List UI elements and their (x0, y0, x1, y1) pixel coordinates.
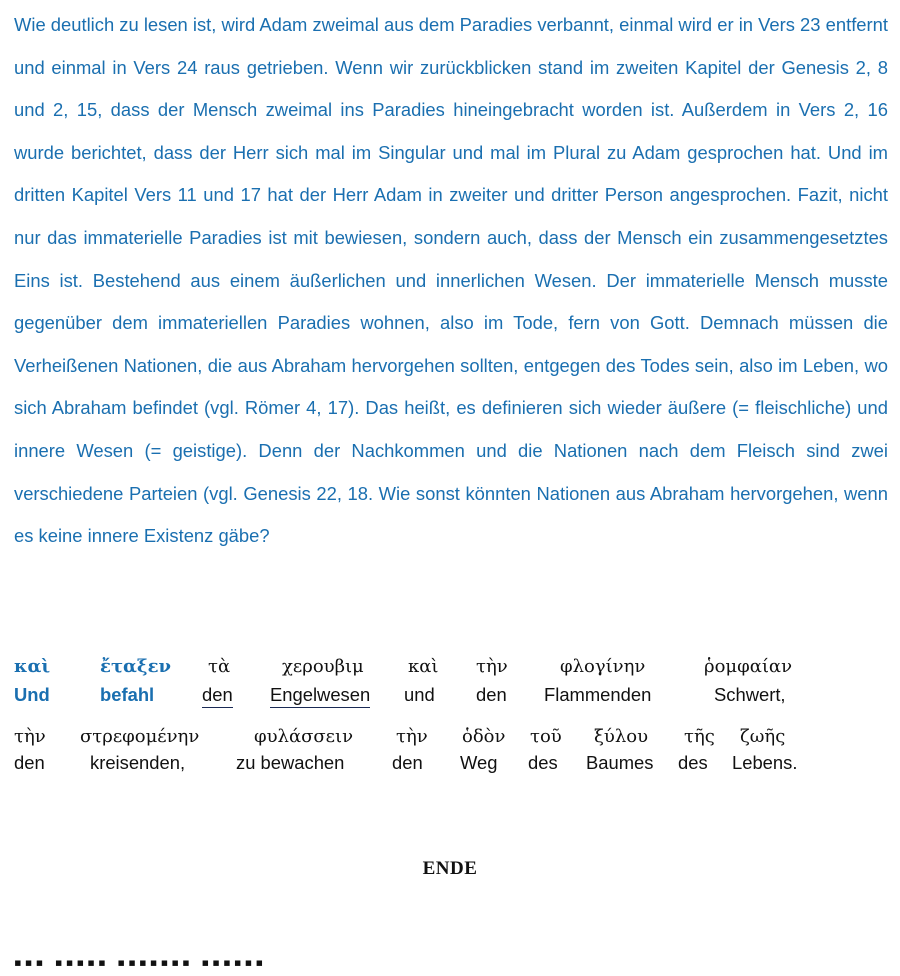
german-word: befahl (100, 684, 155, 705)
german-word: Lebens. (732, 752, 798, 773)
greek-word: τὴν (476, 656, 508, 677)
greek-word: καὶ (14, 656, 51, 677)
german-word: den (476, 684, 507, 705)
interlinear-row-1-german (14, 684, 890, 708)
german-word: den (14, 752, 45, 773)
german-word: zu bewachen (236, 752, 345, 773)
greek-word: τὴν (396, 726, 428, 747)
german-word: kreisenden, (90, 752, 186, 773)
interlinear-row-2-greek (14, 726, 890, 750)
interlinear-row-2-german (14, 752, 890, 776)
german-word: Weg (460, 752, 498, 773)
greek-word: τῆς (684, 726, 715, 747)
end-heading: ENDE (422, 858, 478, 879)
greek-word: φλογίνην (560, 656, 646, 677)
german-word: Flammenden (544, 684, 652, 705)
body-paragraph: Wie deutlich zu lesen ist, wird Adam zweimal aus dem Paradies verbannt, einmal wird er in Vers 23 entfernt und einmal in Vers 24 raus getrieben. Wenn wir zurückblicken stand im zweiten Kapitel der Genesis 2, 8 und 2, 15, dass der Mensch zweimal ins Paradies hineingebracht worden ist. Außerdem in Vers 2, 16 wurde berichtet, dass der Herr sich mal im Singular und mal im Plural zu Adam gesprochen hat. Und im dritten Kapitel Vers 11 und 17 hat der Herr Adam in zweiter und dritter Person angesprochen. Fazit, nicht nur das immaterielle Paradies ist mit bewiesen, sondern auch, dass der Mensch ein zusammengesetztes Eins ist. Bestehend aus einem äußerlichen und innerlichen Wesen. Der immaterielle Mensch musste gegenüber dem immateriellen Paradies wohnen, also im Tode, fern von Gott. Demnach müssen die Verheißenen Nationen, die aus Abraham hervorgehen sollten, entgegen des Todes sein, also im Leben, wo sich Abraham befindet (vgl. Römer 4, 17). Das heißt, es definieren sich wieder äußere (= fleischliche) und innere Wesen (= geistige). Denn der Nachkommen und die Nationen nach dem Fleisch sind zwei verschiedene Parteien (vgl. Genesis 22, 18. Wie sonst könnten Nationen aus Abraham hervorgehen, wenn es keine innere Existenz gäbe? (14, 14, 888, 547)
german-word: Schwert, (714, 684, 786, 705)
interlinear-row-1-greek (14, 656, 890, 680)
german-word: den (392, 752, 423, 773)
greek-word: ζωῆς (740, 726, 786, 747)
german-word: und (404, 684, 435, 705)
greek-word: καὶ (408, 656, 439, 677)
greek-word: ὁδὸν (462, 726, 506, 747)
greek-word: ἔταξεν (100, 656, 171, 677)
german-word-underlined: den (202, 684, 233, 708)
greek-word: τοῦ (530, 726, 562, 747)
german-word: des (678, 752, 708, 773)
cut-off-text-fragment: ▪▪▪ ▪▪▪▪▪ ▪▪▪▪▪▪▪ ▪▪▪▪▪▪ (14, 950, 267, 975)
german-word: Baumes (586, 752, 654, 773)
german-word: des (528, 752, 558, 773)
greek-word: ξύλου (594, 726, 649, 747)
greek-word: ῥομφαίαν (704, 656, 793, 677)
greek-word: χερουβιμ (282, 656, 364, 677)
greek-word: τὴν (14, 726, 46, 747)
greek-word: φυλάσσειν (254, 726, 354, 747)
greek-word: τὰ (208, 656, 231, 677)
german-word: Und (14, 684, 50, 705)
german-word-underlined: Engelwesen (270, 684, 370, 708)
greek-word: στρεφομένην (80, 726, 200, 747)
